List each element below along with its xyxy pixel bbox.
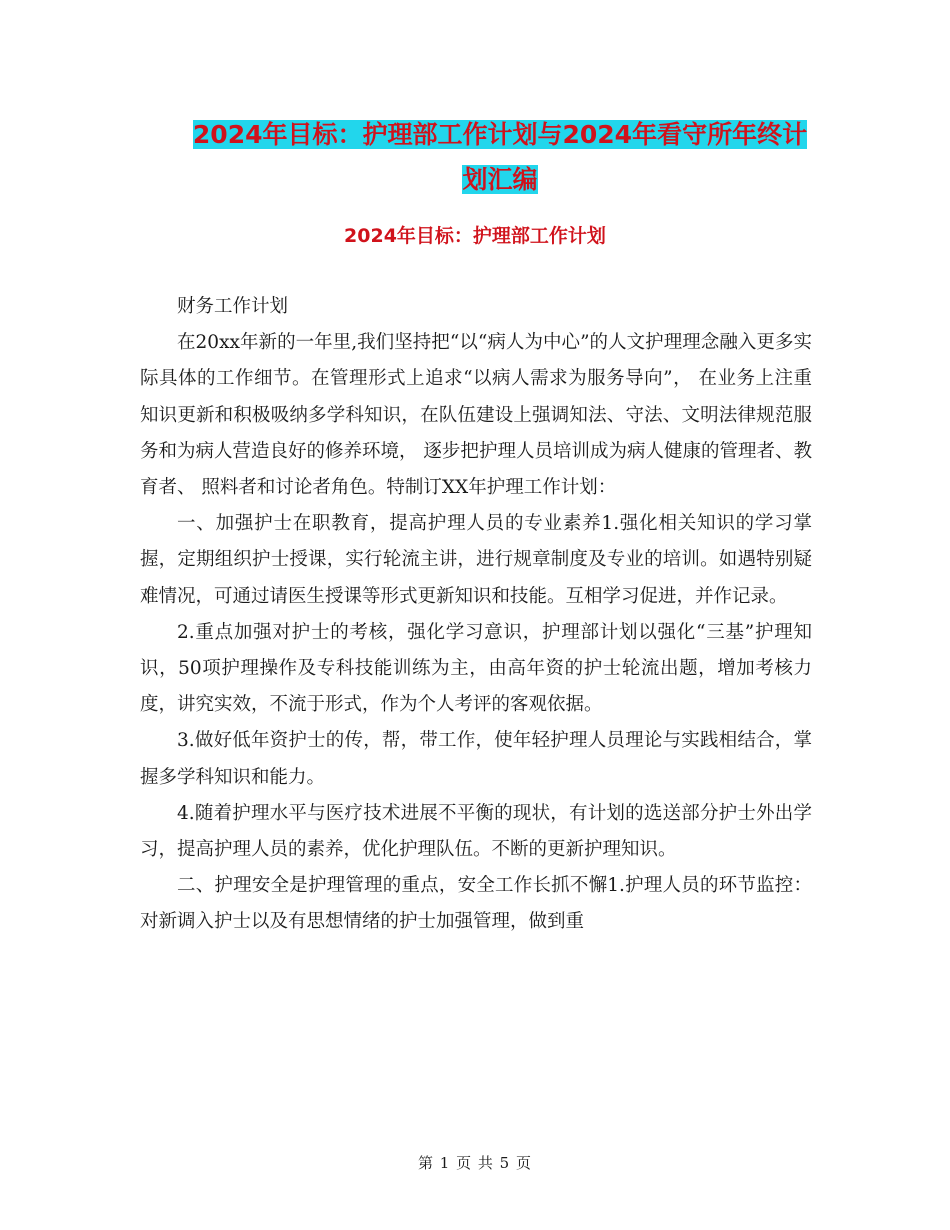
paragraph: 3.做好低年资护士的传，帮，带工作，使年轻护理人员理论与实践相结合，掌握多学科知识和能力。 bbox=[140, 730, 812, 788]
section-title: 2024年目标：护理部工作计划 bbox=[344, 225, 606, 247]
document-body bbox=[140, 289, 812, 941]
paragraph: 2.重点加强对护士的考核，强化学习意识，护理部计划以强化“三基”护理知识，50项护理操作及专科技能训练为主，由高年资的护士轮流出题，增加考核力度，讲究实效，不流于形式，作为个人考评的客观依据。 bbox=[140, 621, 812, 716]
paragraph: 二、护理安全是护理管理的重点，安全工作长抓不懈1.护理人员的环节监控：对新调入护士以及有思想情绪的护士加强管理，做到重 bbox=[140, 875, 812, 933]
paragraph: 一、加强护士在职教育，提高护理人员的专业素养1.强化相关知识的学习掌握，定期组织护士授课，实行轮流主讲，进行规章制度及专业的培训。如遇特别疑难情况，可通过请医生授课等形式更新知识和技能。互相学习促进，并作记录。 bbox=[140, 513, 812, 607]
main-title bbox=[140, 112, 860, 202]
page-footer: 第 1 页 共 5 页 bbox=[418, 1154, 532, 1172]
main-title-line1: 2024年目标：护理部工作计划与2024年看守所年终计 bbox=[192, 120, 808, 149]
main-title-line2: 划汇编 bbox=[462, 165, 538, 194]
paragraph: 财务工作计划 bbox=[177, 296, 289, 317]
paragraph: 4.随着护理水平与医疗技术进展不平衡的现状，有计划的选送部分护士外出学习，提高护理人员的素养，优化护理队伍。不断的更新护理知识。 bbox=[140, 802, 812, 861]
paragraph: 在20xx年新的一年里,我们坚持把“以“病人为中心”的人文护理理念融入更多实际具体的工作细节。在管理形式上追求“以病人需求为服务导向”， 在业务上注重知识更新和积极吸纳多学科知识，在队伍建设上强调知法、守法、文明法律规范服务和为病人营造良好的修养环境， 逐步把护理人员培训成为病人健康的管理者、教育者、 照料者和讨论者角色。特制订XX年护理工作计划： bbox=[140, 332, 812, 499]
